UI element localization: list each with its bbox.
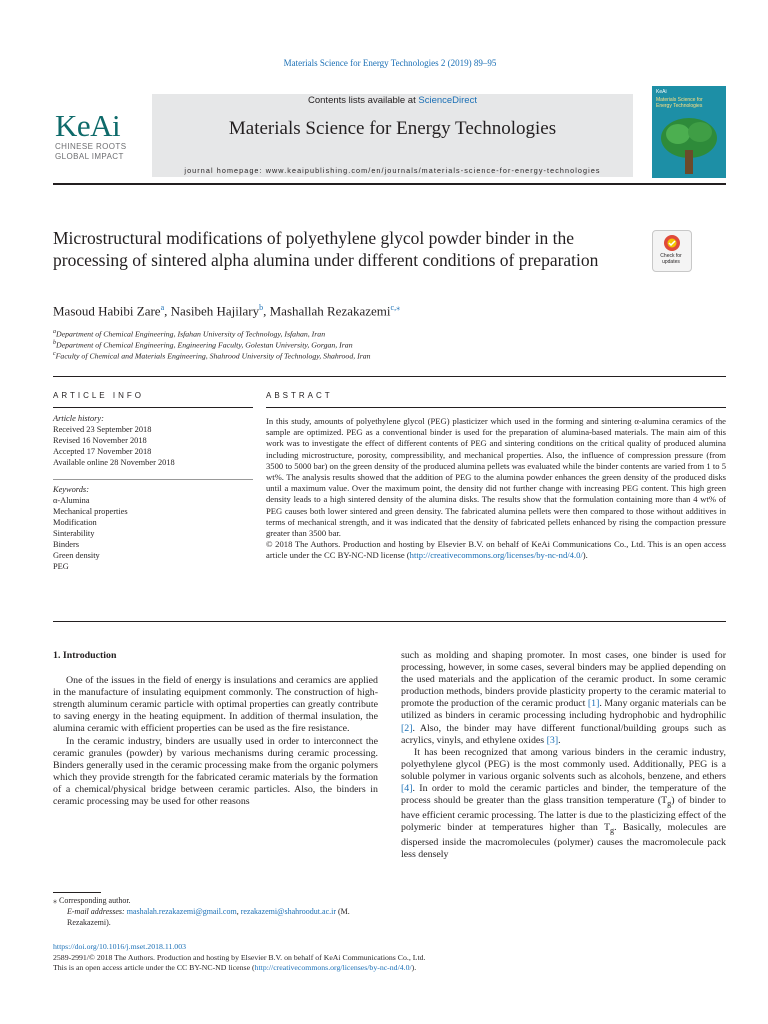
footer-license-link[interactable]: http://creativecommons.org/licenses/by-nc-nd/4.0/ (254, 963, 412, 972)
author-affil-marker[interactable]: c,⁎ (390, 303, 401, 312)
abstract-copyright-text: © 2018 The Authors. Production and hosting by Elsevier B.V. on behalf of KeAi Communications Co., Ltd. This is an open access article under the CC BY-NC-ND license ( (266, 539, 726, 561)
journal-title: Materials Science for Energy Technologies (228, 118, 557, 139)
history-item: Received 23 September 2018 (53, 425, 152, 434)
page-footer (53, 942, 426, 974)
email-label: E-mail addresses: (67, 907, 127, 916)
footer-license-suffix: ). (411, 963, 417, 972)
paragraph: In the ceramic industry, binders are usually used in order to interconnect the ceramic granules (powder) by various mechanisms during ceramic processing. Binders generally used in the ceramic processing make from the organic polymers which they provide strength for the fabricated ceramic materials by the formation of a chemical/physical bridge between ceramic particles. Also, the binders in ceramic processing may be used for other reasons (53, 735, 378, 808)
keai-logo: KeAi (55, 108, 121, 143)
author-name: Nasibeh Hajilary (170, 303, 260, 319)
keywords-label: Keywords: (53, 485, 89, 494)
citation-link[interactable]: [3] (546, 734, 559, 746)
contents-prefix: Contents lists available at (308, 95, 419, 106)
keyword-item: PEG (53, 562, 69, 571)
keai-tagline-line2: GLOBAL IMPACT (55, 152, 124, 161)
affiliation-text: Department of Chemical Engineering, Engineering Faculty, Golestan University, Gorgan, Iran (56, 340, 353, 350)
section-heading: 1. Introduction (53, 650, 117, 661)
affiliation-text: Faculty of Chemical and Materials Engineering, Shahrood University of Technology, Shahrood, Iran (55, 351, 371, 361)
check-for-updates-badge[interactable] (652, 230, 692, 272)
keyword-item: Mechanical properties (53, 507, 128, 516)
keai-tagline-line1: CHINESE ROOTS (55, 142, 127, 151)
article-title: Microstructural modifications of polyethylene glycol powder binder in the processing of sintered alpha alumina under different conditions of preparation (53, 228, 599, 270)
abstract-rule (266, 407, 726, 408)
article-history (53, 413, 253, 468)
doi-link[interactable]: https://doi.org/10.1016/j.mset.2018.11.003 (53, 942, 186, 951)
affiliation-marker: b (53, 340, 56, 346)
paragraph-text: . In order to mold the ceramic particles and binder, the temperature of the process should be greater than the glass transition temperature (T (401, 783, 726, 807)
email-link[interactable]: mashalah.rezakazemi@gmail.com (126, 907, 237, 916)
corresponding-author-note: ⁎ Corresponding author. (53, 896, 131, 905)
citation-link[interactable]: [4] (401, 783, 413, 795)
check-updates-label: Check for updates (660, 253, 682, 265)
author-name: Masoud Habibi Zare (53, 303, 161, 319)
cover-tree-icon (658, 116, 720, 176)
info-rule (53, 407, 253, 408)
abstract-bottom-rule (53, 621, 726, 622)
tg-subscript: g (667, 799, 672, 809)
header-rule (53, 183, 726, 185)
abstract-heading: ABSTRACT (266, 391, 333, 400)
keyword-item: Modification (53, 518, 97, 527)
abstract-copyright-close: ). (582, 550, 588, 561)
affiliation-text: Department of Chemical Engineering, Isfahan University of Technology, Isfahan, Iran (56, 329, 326, 339)
cover-brand: KeAi (656, 89, 667, 95)
sciencedirect-link[interactable]: ScienceDirect (418, 95, 477, 106)
body-left-column (53, 650, 378, 808)
paragraph-text: . Also, the binder may have different functional/building groups such as acrylics, vinyls, and ethylene oxides (401, 722, 726, 746)
paragraph (401, 650, 726, 747)
citation-link[interactable]: [2] (401, 722, 413, 734)
article-info-heading: ARTICLE INFO (53, 391, 144, 400)
abstract-text: In this study, amounts of polyethylene glycol (PEG) plasticizer which used in the forming and sintering α-alumina ceramics of the sample are optimized. PEG as a conventional binder is used for the preparation of alumina-based materials. The main aim of this work was to investigate the effect of different contents of PEG and sintering conditions on the critical quality of produced alumina including microstructure, porosity, compressibility, and mechanical properties. Also, the influence of compression pressure (from 3500 to 5000 bar) on the green density of the produced alumina pellets was evaluated while the binder contents are varied from 1 to 5 wt%. The analysis results showed that the addition of PEG to the alumina powder enhances the green density of the produced disks until a maximum value. Over the maximum point, the density did not further change with increasing PEG content. This high green density leads to a high sintered density of the alumina disks. The results show that the formulation containing more than 4 wt% of PEG causes both lower sintered and green density. The fabricated alumina pellets were then compared to those without additives in terms of mechanical strength, and it was indicated that the density of fabricated pellets enhanced by rising the compaction pressure greater than 3500 bar. (266, 416, 726, 539)
footer-license (53, 963, 426, 974)
journal-reference[interactable]: Materials Science for Energy Technologies 2 (2019) 89–95 (283, 58, 497, 68)
footer-license-prefix: This is an open access article under the CC BY-NC-ND license ( (53, 963, 255, 972)
author-affil-marker[interactable]: b (259, 303, 264, 312)
paragraph-text: ) of binder to have efficient ceramic processing. The latter is due to the plasticizing effect of the polymeric binder at temperatures higher than T (401, 795, 726, 834)
affiliation-marker: c (53, 351, 56, 357)
contents-availability (152, 95, 633, 106)
keyword-item: Sinterability (53, 529, 95, 538)
affiliation-marker: a (53, 329, 56, 335)
author-name: Mashallah Rezakazemi (269, 303, 391, 319)
paragraph: One of the issues in the field of energy is insulations and ceramics are applied in the manufacture of insulating equipment commonly. The construction of high-strength aluminum ceramic particle with optimal properties can greatly contribute to saving energy in the heating equipment. In addition of thermal insulation, the alumina ceramic with efficient properties can be used as the fire resistance. (53, 675, 378, 735)
body-right-column (401, 650, 726, 862)
footnote-rule (53, 892, 101, 893)
history-item: Accepted 17 November 2018 (53, 447, 152, 456)
history-item: Revised 16 November 2018 (53, 436, 147, 445)
email-name: (M. Rezakazemi). (67, 907, 350, 927)
keywords (53, 484, 253, 572)
tg-subscript: g (609, 826, 615, 836)
footnote (53, 895, 383, 928)
affiliation (53, 349, 371, 362)
keyword-item: Green density (53, 551, 100, 560)
author-list: Masoud Habibi Zare$^a$, Nasibeh Hajilary$^b$, Mashallah Rezakazemi$^{c,⁎}$ (53, 303, 401, 319)
paragraph-text: . (558, 734, 561, 746)
info-divider (53, 479, 253, 480)
cover-title: Materials Science for Energy Technologies (656, 97, 703, 109)
citation-link[interactable]: [1] (587, 698, 600, 710)
paragraph-text: such as molding and shaping promoter. In most cases, one binder is used for processing, however, in some cases, several binders may be applied depending on the used materials and the application of the ceramic product. In some ceramic production methods, binders provide plasticity property to the ceramic material to promote the production of the ceramic product (401, 650, 726, 710)
paragraph-text: . Many organic materials can be utilized as binders in ceramic processing including hydrophobic and hydrophilic (401, 698, 726, 722)
journal-cover-image (652, 86, 726, 178)
journal-homepage[interactable]: journal homepage: www.keaipublishing.com/en/journals/materials-science-for-energy-technologies (184, 166, 601, 175)
check-updates-icon (663, 234, 681, 252)
author-affil-marker[interactable]: a (160, 303, 165, 312)
keai-tagline (55, 142, 126, 162)
email-link[interactable]: rezakazemi@shahroodut.ac.ir (240, 907, 337, 916)
info-top-rule (53, 376, 726, 377)
keyword-item: Binders (53, 540, 80, 549)
abstract-body (266, 416, 726, 562)
footer-copyright: 2589-2991/© 2018 The Authors. Production and hosting by Elsevier B.V. on behalf of KeAi Communications Co., Ltd. (53, 952, 426, 962)
history-label: Article history: (53, 414, 104, 423)
license-link[interactable]: http://creativecommons.org/licenses/by-nc-nd/4.0/ (409, 550, 583, 561)
paragraph (401, 747, 726, 862)
paragraph-text: It has been recognized that among various binders in the ceramic industry, polyethylene glycol (PEG) is the most commonly used. Additionally, PEG is a soluble polymer in various organic solvents such as alcohols, benzene, and ethers (401, 746, 726, 782)
paragraph-text: . Basically, molecules are dispersed inside the macromolecules (polymer) causes the macromolecule pack less densely (401, 822, 726, 861)
history-item: Available online 28 November 2018 (53, 458, 175, 467)
abstract-copyright (266, 539, 726, 561)
keyword-item: α-Alumina (53, 496, 90, 505)
email-line: E-mail addresses: mashalah.rezakazemi@gmail.com, rezakazemi@shahroodut.ac.ir (M. Rezakazemi). (67, 907, 350, 927)
